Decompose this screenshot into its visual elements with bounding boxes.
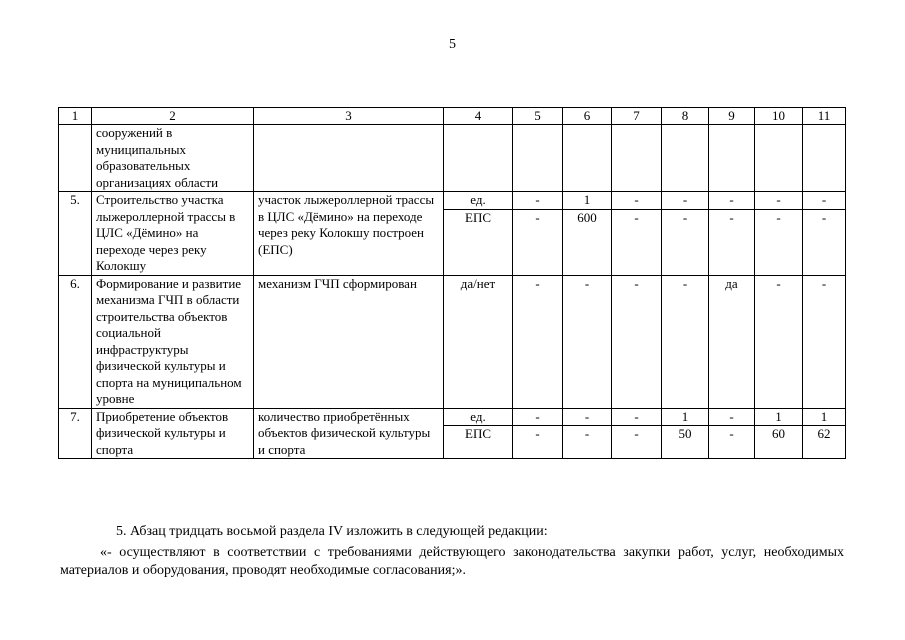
- row-number-cell: 7.: [59, 408, 92, 459]
- unit-cell: [444, 408, 513, 459]
- value-cell: [755, 275, 803, 408]
- value-cell: [563, 408, 612, 459]
- value-cell: [612, 125, 662, 192]
- table-row: [59, 192, 846, 276]
- header-cell: 2: [92, 108, 254, 125]
- value-item: -: [563, 425, 611, 443]
- value-item: -: [662, 209, 708, 227]
- event-name-cell: Приобретение объектов физической культуры и спорта: [92, 408, 254, 459]
- paragraph-quote: «- осуществляют в соответствии с требованиями действующего законодательства закупки работ, услуг, необходимых материалов и оборудования, проводят необходимые согласования;».: [60, 545, 844, 578]
- table-row: [59, 125, 846, 192]
- value-item: -: [535, 408, 540, 424]
- event-name-cell: сооружений в муниципальных образовательных организациях области: [92, 125, 254, 192]
- indicator-cell: количество приобретённых объектов физической культуры и спорта: [254, 408, 444, 459]
- value-item: -: [634, 192, 639, 207]
- value-cell: [709, 275, 755, 408]
- value-cell: [709, 192, 755, 276]
- value-cell: [803, 408, 846, 459]
- value-cell: [563, 192, 612, 276]
- event-name-cell: Формирование и развитие механизма ГЧП в области строительства объектов социальной инфраструктуры физической культуры и спорта на муниципальном уровне: [92, 275, 254, 408]
- unit-cell: [444, 125, 513, 192]
- value-cell: [612, 192, 662, 276]
- value-item: 600: [563, 209, 611, 227]
- value-item: -: [729, 192, 734, 207]
- unit-value: ед.: [470, 408, 486, 424]
- value-cell: [612, 275, 662, 408]
- value-cell: [612, 408, 662, 459]
- row-number-cell: 6.: [59, 275, 92, 408]
- value-cell: [513, 275, 563, 408]
- value-cell: [563, 275, 612, 408]
- value-item: -: [729, 408, 734, 424]
- indicator-table: [58, 107, 846, 459]
- value-item: -: [634, 408, 639, 424]
- header-cell: 5: [513, 108, 563, 125]
- value-item: 62: [803, 425, 845, 443]
- value-item: 1: [583, 192, 591, 207]
- value-item: -: [755, 209, 802, 227]
- value-item: -: [634, 275, 639, 291]
- header-cell: 9: [709, 108, 755, 125]
- row-number-cell: [59, 125, 92, 192]
- value-cell: [662, 192, 709, 276]
- value-item: -: [682, 275, 688, 291]
- value-cell: [513, 408, 563, 459]
- value-item: -: [776, 192, 781, 207]
- value-cell: [662, 408, 709, 459]
- value-cell: [709, 125, 755, 192]
- value-item: -: [612, 425, 661, 443]
- value-item: 1: [681, 408, 689, 424]
- value-item: да: [725, 275, 738, 291]
- unit-value: ЕПС: [444, 425, 512, 443]
- value-cell: [662, 275, 709, 408]
- value-cell: [755, 125, 803, 192]
- value-cell: [513, 192, 563, 276]
- header-cell: 7: [612, 108, 662, 125]
- table-header-row: [59, 108, 846, 125]
- value-item: 1: [775, 408, 782, 424]
- value-item: -: [513, 425, 562, 443]
- indicator-cell: [254, 125, 444, 192]
- value-cell: [803, 275, 846, 408]
- unit-value: ед.: [470, 192, 486, 207]
- value-item: -: [682, 192, 688, 207]
- value-item: -: [612, 209, 661, 227]
- row-number-cell: 5.: [59, 192, 92, 276]
- page-number: 5: [449, 37, 456, 52]
- value-item: 50: [662, 425, 708, 443]
- value-item: -: [709, 425, 754, 443]
- value-cell: [563, 125, 612, 192]
- header-cell: 1: [59, 108, 92, 125]
- unit-value: да/нет: [460, 275, 496, 291]
- value-cell: [709, 408, 755, 459]
- header-cell: 8: [662, 108, 709, 125]
- unit-cell: [444, 275, 513, 408]
- header-cell: 4: [444, 108, 513, 125]
- value-item: -: [535, 275, 540, 291]
- indicator-cell: механизм ГЧП сформирован: [254, 275, 444, 408]
- value-item: -: [513, 209, 562, 227]
- value-cell: [513, 125, 563, 192]
- unit-cell: [444, 192, 513, 276]
- indicator-cell: участок лыжероллерной трассы в ЦЛС «Дёмино» на переходе через реку Колокшу построен (ЕПС): [254, 192, 444, 276]
- value-cell: [803, 125, 846, 192]
- header-cell: 6: [563, 108, 612, 125]
- header-cell: 11: [803, 108, 846, 125]
- value-cell: [755, 192, 803, 276]
- table-row: [59, 408, 846, 459]
- value-item: -: [584, 408, 590, 424]
- value-item: 60: [755, 425, 802, 443]
- value-item: -: [535, 192, 540, 207]
- value-item: -: [821, 275, 827, 291]
- paragraph-amendment: 5. Абзац тридцать восьмой раздела IV изложить в следующей редакции:: [116, 524, 548, 539]
- value-item: -: [709, 209, 754, 227]
- value-item: -: [821, 192, 827, 207]
- unit-value: ЕПС: [444, 209, 512, 227]
- value-item: -: [776, 275, 781, 291]
- value-cell: [755, 408, 803, 459]
- value-cell: [803, 192, 846, 276]
- table-row: [59, 275, 846, 408]
- value-item: 1: [820, 408, 828, 424]
- value-item: -: [584, 275, 590, 291]
- event-name-cell: Строительство участка лыжероллерной трассы в ЦЛС «Дёмино» на переходе через реку Колокшу: [92, 192, 254, 276]
- value-cell: [662, 125, 709, 192]
- header-cell: 10: [755, 108, 803, 125]
- header-cell: 3: [254, 108, 444, 125]
- value-item: -: [803, 209, 845, 227]
